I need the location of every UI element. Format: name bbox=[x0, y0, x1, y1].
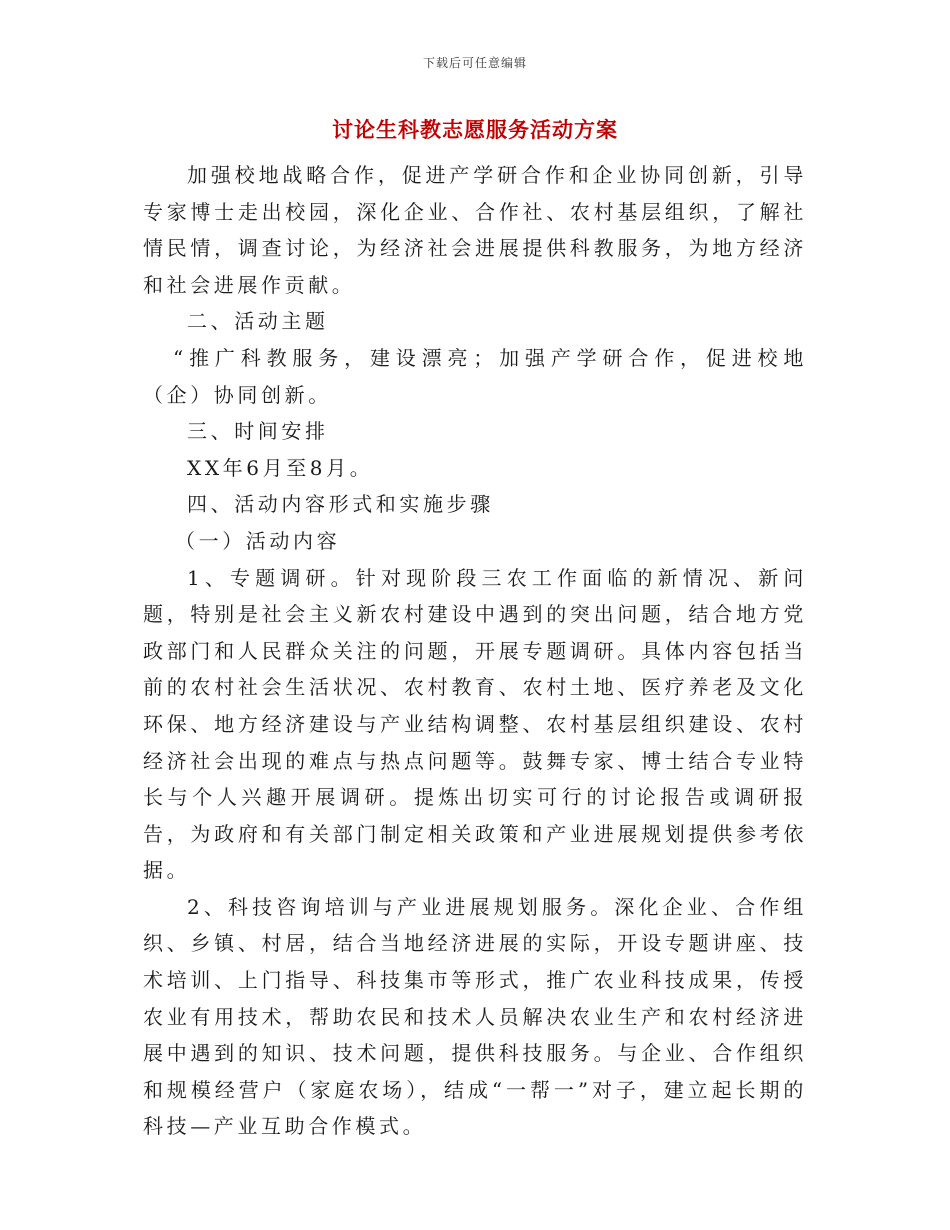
paragraph-intro: 加强校地战略合作，促进产学研合作和企业协同创新，引导专家博士走出校园，深化企业、合作社、农村基层组织，了解社情民情，调查讨论，为经济社会进展提供科教服务，为地方经济和社会进展作贡献。 bbox=[143, 163, 807, 297]
section-heading-theme: 二、活动主题 bbox=[187, 309, 329, 334]
document-title: 讨论生科教志愿服务活动方案 bbox=[332, 117, 618, 142]
paragraph-consulting: 2、科技咨询培训与产业进展规划服务。深化企业、合作组织、乡镇、村居，结合当地经济进展的实际，开设专题讲座、技术培训、上门指导、科技集市等形式，推广农业科技成果，传授农业有用技术，帮助农民和技术人员解决农业生产和农村经济进展中遇到的知识、技术问题，提供科技服务。与企业、合作组织和规模经营户（家庭农场），结成“一帮一”对子，建立起长期的科技—产业互助合作模式。 bbox=[143, 894, 807, 1139]
subsection-heading-content: （一）活动内容 bbox=[175, 528, 341, 553]
paragraph-research: 1、专题调研。针对现阶段三农工作面临的新情况、新问题，特别是社会主义新农村建设中遇到的突出问题，结合地方党政部门和人民群众关注的问题，开展专题调研。具体内容包括当前的农村社会生活状况、农村教育、农村土地、医疗养老及文化环保、地方经济建设与产业结构调整、农村基层组织建设、农村经济社会出现的难点与热点问题等。鼓舞专家、博士结合专业特长与个人兴趣开展调研。提炼出切实可行的讨论报告或调研报告，为政府和有关部门制定相关政策和产业进展规划提供参考依据。 bbox=[143, 565, 807, 883]
paragraph-schedule: XX年6月至8月。 bbox=[187, 455, 374, 480]
paragraph-theme: “推广科教服务，建设漂亮；加强产学研合作，促进校地（企）协同创新。 bbox=[143, 345, 807, 407]
section-heading-schedule: 三、时间安排 bbox=[187, 419, 329, 444]
header-note: 下载后可任意编辑 bbox=[422, 56, 527, 70]
section-heading-content: 四、活动内容形式和实施步骤 bbox=[187, 492, 494, 517]
document-body bbox=[143, 157, 807, 1145]
